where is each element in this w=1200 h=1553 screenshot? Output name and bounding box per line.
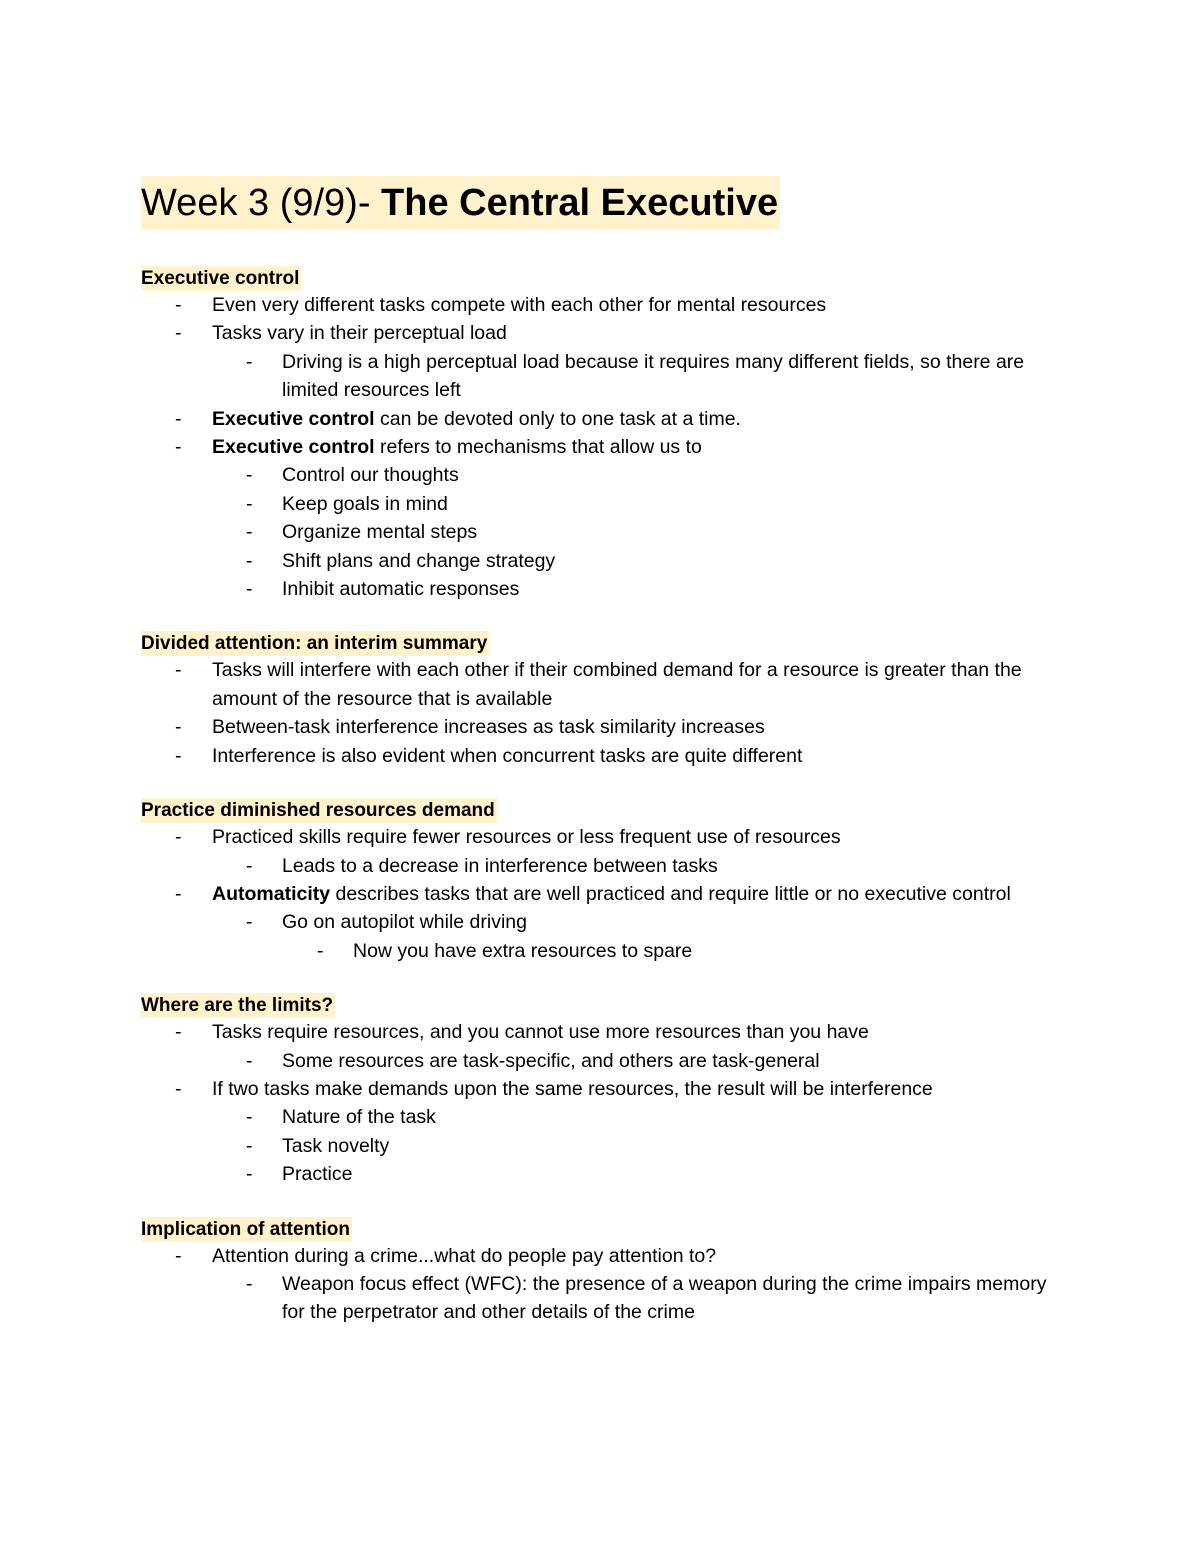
bullet-dash: - <box>175 1244 182 1267</box>
item-text: Now you have extra resources to spare <box>353 939 693 962</box>
list-item <box>141 1270 1061 1327</box>
bullet-dash: - <box>246 578 253 601</box>
list-item <box>141 319 1061 347</box>
item-text: Keep goals in mind <box>282 492 448 515</box>
bullet-dash: - <box>175 1077 182 1100</box>
bullet-list <box>141 1018 1061 1188</box>
section-heading: Executive control <box>141 268 300 289</box>
list-item <box>141 852 1061 880</box>
list-item <box>141 1132 1061 1160</box>
bullet-list <box>141 656 1061 770</box>
section <box>141 993 1061 1188</box>
bullet-dash: - <box>175 744 182 767</box>
list-item <box>141 823 1061 851</box>
list-item <box>141 656 1061 713</box>
bullet-dash: - <box>246 492 253 515</box>
notes-sections <box>141 266 1061 1327</box>
item-text: If two tasks make demands upon the same resources, the result will be interference <box>212 1077 933 1100</box>
document-body <box>141 176 1061 1327</box>
item-text: Control our thoughts <box>282 464 459 487</box>
bullet-dash: - <box>246 1272 253 1295</box>
section-heading: Practice diminished resources demand <box>141 800 495 822</box>
list-item <box>141 1103 1061 1131</box>
list-item <box>141 937 1061 965</box>
section <box>141 631 1061 770</box>
bullet-dash: - <box>175 882 182 905</box>
bullet-dash: - <box>175 294 182 316</box>
list-item <box>141 880 1061 908</box>
title-prefix: Week 3 (9/9)- <box>141 182 382 224</box>
item-text: Leads to a decrease in interference between tasks <box>282 854 718 877</box>
bullet-list <box>141 823 1061 965</box>
item-text: refers to mechanisms that allow us to <box>374 436 702 459</box>
item-text: Go on autopilot while driving <box>282 911 527 934</box>
list-item <box>141 713 1061 741</box>
list-item <box>141 1242 1061 1270</box>
list-item <box>141 1160 1061 1188</box>
list-item <box>141 490 1061 518</box>
item-text: can be devoted only to one task at a time. <box>374 407 741 430</box>
list-item <box>141 1018 1061 1046</box>
list-item <box>141 348 1061 405</box>
list-item <box>141 461 1061 489</box>
list-item <box>141 1047 1061 1075</box>
item-text: Tasks will interfere with each other if their combined demand for a resource is greater than the amount of the resource that is available <box>212 659 1022 710</box>
section-heading: Implication of attention <box>141 1218 350 1240</box>
item-text: Inhibit automatic responses <box>282 578 520 601</box>
item-text: Tasks require resources, and you cannot use more resources than you have <box>212 1021 869 1044</box>
bullet-dash: - <box>175 826 182 849</box>
bullet-dash: - <box>246 464 253 487</box>
bullet-dash: - <box>175 716 182 739</box>
section-heading: Where are the limits? <box>141 995 334 1017</box>
bullet-dash: - <box>246 1134 253 1157</box>
title-bold: The Central Executive <box>381 182 779 224</box>
item-text: Even very different tasks compete with each other for mental resources <box>212 294 827 316</box>
item-text: Between-task interference increases as task similarity increases <box>212 716 765 739</box>
item-text: Driving is a high perceptual load because it requires many different fields, so there are limited resources left <box>282 350 1025 402</box>
bullet-dash: - <box>317 939 324 962</box>
item-text: Weapon focus effect (WFC): the presence of a weapon during the crime impairs memory for the perpetrator and other details of the crime <box>282 1272 1047 1324</box>
item-text: Shift plans and change strategy <box>282 549 556 572</box>
item-text: Practiced skills require fewer resources or less frequent use of resources <box>212 826 841 849</box>
list-item <box>141 433 1061 461</box>
bullet-dash: - <box>175 407 182 430</box>
item-text: Task novelty <box>282 1134 390 1157</box>
bullet-dash: - <box>246 1106 253 1129</box>
item-text: Some resources are task-specific, and others are task-general <box>282 1049 820 1072</box>
item-text: describes tasks that are well practiced and require little or no executive control <box>330 882 1011 905</box>
item-text: Attention during a crime...what do people pay attention to? <box>212 1244 717 1267</box>
item-text: Interference is also evident when concurrent tasks are quite different <box>212 744 803 767</box>
section <box>141 798 1061 965</box>
bullet-dash: - <box>246 521 253 544</box>
bold-term: Automaticity <box>212 882 331 905</box>
bullet-dash: - <box>175 436 182 459</box>
item-text: Nature of the task <box>282 1106 436 1129</box>
bullet-dash: - <box>246 911 253 934</box>
bullet-dash: - <box>246 854 253 877</box>
list-item <box>141 1075 1061 1103</box>
bullet-dash: - <box>246 549 253 572</box>
section <box>141 1217 1061 1327</box>
item-text: Practice <box>282 1163 353 1186</box>
section-heading: Divided attention: an interim summary <box>141 633 488 655</box>
bold-term: Executive control <box>212 436 375 459</box>
bold-term: Executive control <box>212 407 375 430</box>
list-item <box>141 405 1061 433</box>
bullet-dash: - <box>175 659 182 682</box>
section <box>141 266 1061 603</box>
bullet-dash: - <box>246 1049 253 1072</box>
list-item <box>141 518 1061 546</box>
list-item <box>141 291 1061 319</box>
list-item <box>141 547 1061 575</box>
list-item <box>141 742 1061 770</box>
bullet-list <box>141 291 1061 603</box>
bullet-dash: - <box>246 1163 253 1186</box>
item-text: Organize mental steps <box>282 521 478 544</box>
bullet-dash: - <box>246 350 253 373</box>
bullet-list <box>141 1242 1061 1327</box>
list-item <box>141 575 1061 603</box>
item-text: Tasks vary in their perceptual load <box>212 322 507 345</box>
page-title <box>141 176 780 230</box>
list-item <box>141 908 1061 936</box>
bullet-dash: - <box>175 1021 182 1044</box>
bullet-dash: - <box>175 322 182 345</box>
